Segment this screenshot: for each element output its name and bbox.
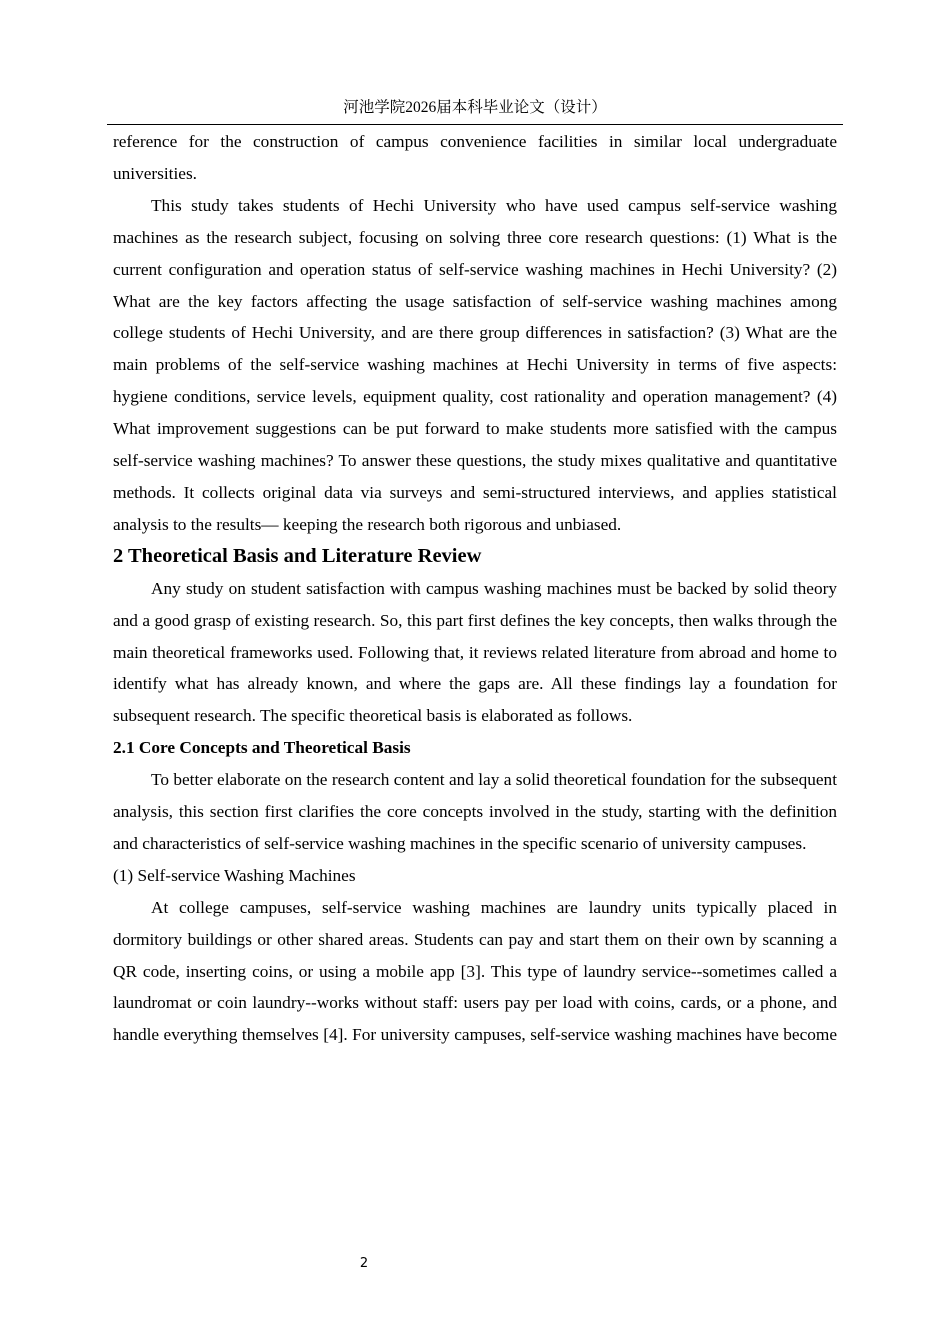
subheading-self-service-washing-machines: (1) Self-service Washing Machines — [113, 865, 356, 885]
paragraph-section-intro: Any study on student satisfaction with campus washing machines must be backed by solid theory and a good grasp of existing research. So, this part first defines the key concepts, then walks through the main theoretical frameworks used. Following that, it reviews related literature from abroad and home to identify what has already known, and where the gaps are. All these findings lay a foundation for subsequent research. The specific theoretical basis is elaborated as follows. — [113, 578, 837, 726]
subsection-heading: 2.1 Core Concepts and Theoretical Basis — [113, 738, 411, 758]
running-header: 河池学院2026届本科毕业论文（设计） — [343, 99, 607, 116]
paragraph-continuation: reference for the construction of campus convenience facilities in similar local undergraduate universities. — [113, 132, 837, 183]
paragraph-definition: At college campuses, self-service washing machines are laundry units typically placed in dormitory buildings or other shared areas. Students can pay and start them on their own by scanning a QR code, inserting coins, or using a mobile app [3]. This type of laundry service--sometimes called a laundromat or coin laundry--works without staff: users pay per load with coins, cards, or a phone, and handle everything themselves [4]. For university campuses, self-service washing machines have become — [113, 897, 837, 1045]
header-rule — [107, 124, 843, 125]
paragraph-research-questions: This study takes students of Hechi University who have used campus self-service washing machines as the research subject, focusing on solving three core research questions: (1) What is the current configuration and operation status of self-service washing machines in Hechi University? (2) What are the key factors affecting the usage satisfaction of self-service washing machines among college students of Hechi University, and are there group differences in satisfaction? (3) What are the main problems of the self-service washing machines at Hechi University in terms of five aspects: hygiene conditions, service levels, equipment quality, cost rationality and operation management? (4) What improvement suggestions can be put forward to make students more satisfied with the campus self-service washing machines? To answer these questions, the study mixes qualitative and quantitative methods. It collects original data via surveys and semi-structured interviews, and applies statistical analysis to the results— keeping the research both rigorous and unbiased. — [113, 195, 837, 534]
section-heading: 2 Theoretical Basis and Literature Review — [113, 544, 482, 567]
body-text — [113, 126, 837, 1051]
page-number: 2 — [359, 1256, 369, 1271]
paragraph-subsection-intro: To better elaborate on the research content and lay a solid theoretical foundation for the subsequent analysis, this section first clarifies the core concepts involved in the study, starting with the definition and characteristics of self-service washing machines in the specific scenario of university campuses. — [113, 770, 837, 853]
